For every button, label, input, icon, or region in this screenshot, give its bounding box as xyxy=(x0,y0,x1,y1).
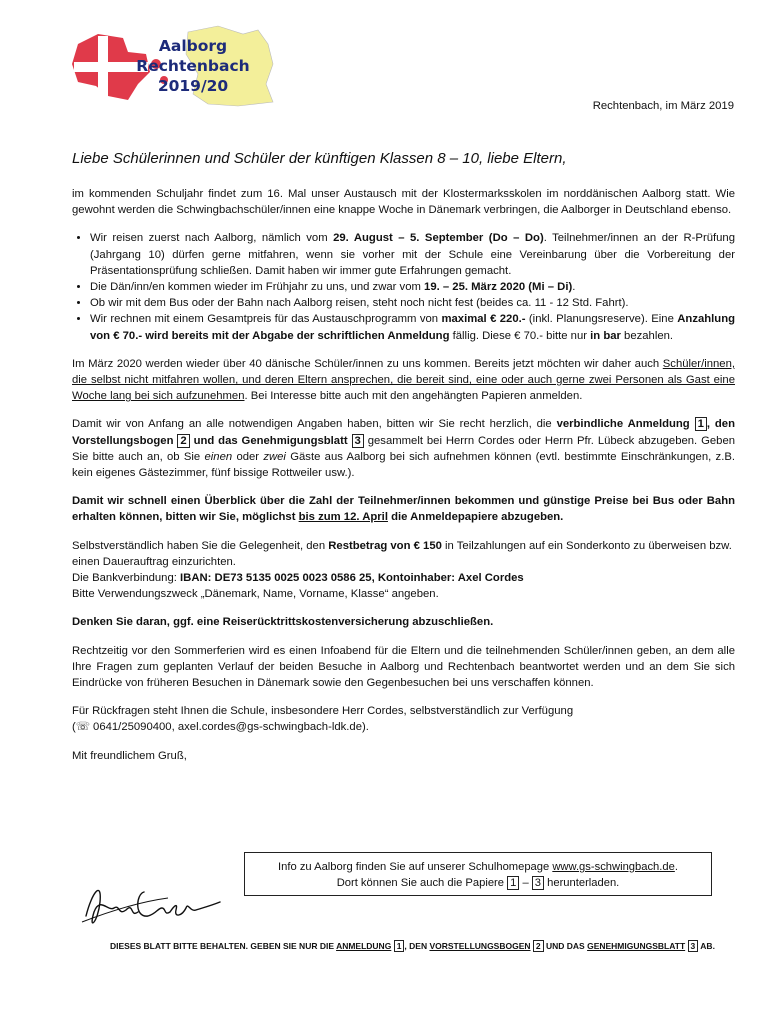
intro-paragraph: im kommenden Schuljahr findet zum 16. Mal unser Austausch mit der Klostermarksskolen im norddänischen Aalborg statt. Wie gewohnt werden die Schwingbachschüler/innen eine knappe Woche in Dänemark verbringen, die Aalborger in Deutschland ebenso. xyxy=(72,188,735,217)
logo-line-2: Rechtenbach xyxy=(136,57,250,75)
signature-image xyxy=(78,872,228,938)
logo xyxy=(68,24,298,108)
doc-number-badge: 2 xyxy=(177,434,189,448)
logo-line-3: 2019/20 xyxy=(157,77,229,95)
footer-note: DIESES BLATT BITTE BEHALTEN. GEBEN SIE NUR DIE ANMELDUNG 1 , DEN VORSTELLUNGSBOGEN 2 UND DAS GENEHMIGUNGSBLATT 3 AB. xyxy=(110,941,715,951)
phone-icon: ☏ xyxy=(75,721,90,734)
bullet-list xyxy=(72,230,735,343)
insurance-paragraph: Denken Sie daran, ggf. eine Reiserücktrittskostenversicherung abzuschließen. xyxy=(72,616,494,629)
list-item: • Die Dän/inn/en kommen wieder im Frühjahr zu uns, und zwar vom 19. – 25. März 2020 (Mi – Di). xyxy=(90,279,735,295)
logo-line-1: Aalborg xyxy=(158,37,228,55)
payment-paragraph: Selbstverständlich haben Sie die Gelegenheit, den Restbetrag von € 150 in Teilzahlungen auf ein Sonderkonto zu überweisen bzw. einen Dauerauftrag einzurichten. Die Bankverbindung: IBAN: DE73 5135 0025 0023 0586 25, Kontoinhaber: Axel Cordes Bitte Verwendungszweck „Dänemark, Name, Vorname, Klasse“ angeben. xyxy=(72,539,732,601)
closing: Mit freundlichem Gruß, xyxy=(72,749,187,762)
guest-paragraph: Im März 2020 werden wieder über 40 dänische Schüler/innen zu uns kommen. Bereits jetzt möchten wir daher auch Schüler/innen, die selbst nicht mitfahren wollen, und deren Eltern ansprechen, die bereit sind, eine oder auch gerne zwei Personen als Gast eine Woche lang bei sich aufzunehmen. Bei Interesse bitte auch mit den angehängten Papieren anmelden. xyxy=(72,357,735,403)
contact-paragraph: Für Rückfragen steht Ihnen die Schule, insbesondere Herr Cordes, selbstverständlich zur Verfügung (☏ 0641/25090400, axel.cordes@gs-schwingbach-ldk.de). xyxy=(72,705,574,734)
infoevening-paragraph: Rechtzeitig vor den Sommerferien wird es einen Infoabend für die Eltern und die teilnehmenden Schüler/innen geben, an dem alle Ihre Fragen zum geplanten Verlauf der beiden Besuche in Aalborg und Rechtenbach beantwortet werden und an dem Sie sich Eindrücke von früheren Besuchen in Dänemark sowie den Gegenbesuchen bei uns verschaffen können. xyxy=(72,644,735,690)
doc-number-badge: 1 xyxy=(695,417,707,431)
bank-details: IBAN: DE73 5135 0025 0023 0586 25, Kontoinhaber: Axel Cordes xyxy=(180,572,524,585)
doc-number-badge: 3 xyxy=(352,434,364,448)
salutation: Liebe Schülerinnen und Schüler der künftigen Klassen 8 – 10, liebe Eltern, xyxy=(72,150,567,167)
list-item: • Wir reisen zuerst nach Aalborg, nämlich vom 29. August – 5. September (Do – Do). Teilnehmer/innen an der R-Prüfung (Jahrgang 10) dürfen gerne mitfahren, wenn sie vorher mit der Schule eine Vereinbarung über die Vorbereitung der Präsentationsprüfung schließen. Damit haben wir immer gute Erfahrungen gemacht. xyxy=(90,230,735,279)
deadline-paragraph: Damit wir schnell einen Überblick über die Zahl der Teilnehmer/innen bekommen und günstige Preise bei Bus oder Bahn erhalten können, bitten wir Sie, möglichst bis zum 12. April die Anmeldepapiere abzugeben. xyxy=(72,495,735,524)
homepage-link[interactable]: www.gs-schwingbach.de xyxy=(552,861,675,873)
list-item: • Wir rechnen mit einem Gesamtpreis für das Austauschprogramm von maximal € 220.- (inkl. Planungsreserve). Eine Anzahlung von € 70.- wird bereits mit der Abgabe der schriftlichen Anmeldung fällig. Diese € 70.- bitte nur in bar bezahlen. xyxy=(90,311,735,343)
logo-title xyxy=(118,36,268,96)
list-item: • Ob wir mit dem Bus oder der Bahn nach Aalborg reisen, steht noch nicht fest (beides ca. 11 - 12 Std. Fahrt). xyxy=(90,295,735,311)
documents-paragraph: Damit wir von Anfang an alle notwendigen Angaben haben, bitten wir Sie recht herzlich, die verbindliche Anmeldung 1 , den Vorstellungsbogen 2 und das Genehmigungsblatt 3 gesammelt bei Herrn Cordes oder Herrn Pfr. Lübeck abzugeben. Geben Sie bitte auch an, ob Sie einen oder zwei Gäste aus Aalborg bei sich aufnehmen können (evtl. bestimmte Einschränkungen, z.B. kein eigenes Gästezimmer, fünf bissige Rottweiler usw.). xyxy=(72,418,736,480)
place-date: Rechtenbach, im März 2019 xyxy=(592,100,734,112)
letter-body xyxy=(72,186,735,776)
info-box: Info zu Aalborg finden Sie auf unserer Schulhomepage www.gs-schwingbach.de. Dort können Sie auch die Papiere 1 – 3 herunterladen. xyxy=(244,852,712,896)
